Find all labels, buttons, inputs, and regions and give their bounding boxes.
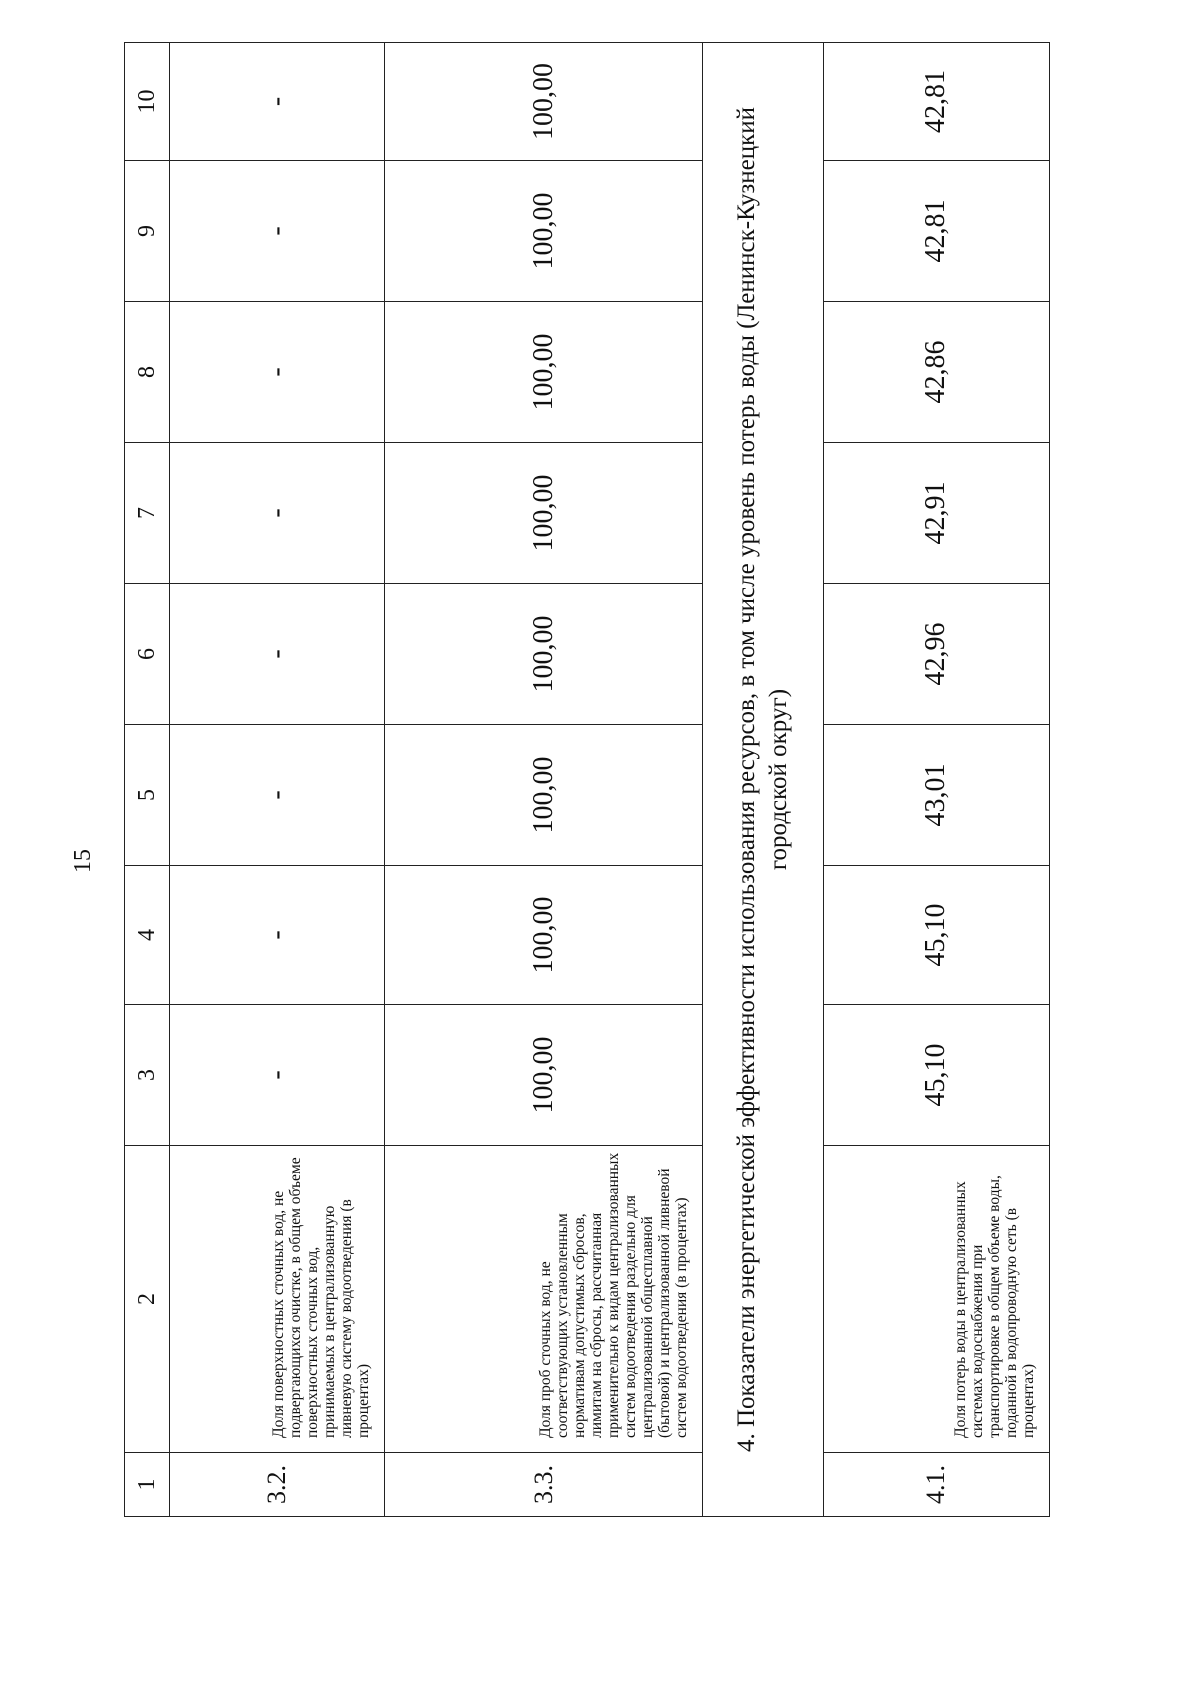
value-cell: -: [170, 161, 385, 302]
value-cell: -: [170, 443, 385, 584]
value-cell: 100,00: [384, 43, 702, 161]
value-cell: -: [170, 584, 385, 725]
value-cell: -: [170, 1005, 385, 1146]
header-cell: 10: [125, 43, 170, 161]
header-cell: 1: [125, 1453, 170, 1517]
value-cell: -: [170, 725, 385, 866]
header-cell: 6: [125, 584, 170, 725]
row-number: 3.3.: [384, 1453, 702, 1517]
row-number: 4.1.: [823, 1453, 1049, 1517]
value-cell: 45,10: [823, 1005, 1049, 1146]
row-description: Доля поверхностных сточных вод, не подвергающихся очистке, в общем объеме поверхностных сточных вод, принимаемых в централизованную ливневую систему водоотведения (в процентах): [170, 1146, 385, 1453]
indicators-table: [124, 42, 1050, 1517]
header-cell: 7: [125, 443, 170, 584]
value-cell: -: [170, 302, 385, 443]
value-cell: 45,10: [823, 866, 1049, 1005]
value-cell: 42,96: [823, 584, 1049, 725]
table-row: [823, 43, 1049, 1517]
value-cell: -: [170, 866, 385, 1005]
row-description: Доля проб сточных вод, не соответствующих установленным нормативам допустимых сбросов, лимитам на сбросы, рассчитанная применительно к видам централизованных систем водоотведения раздельно для централизованной общесплавной (бытовой) и централизованной ливневой систем водоотведения (в процентах): [384, 1146, 702, 1453]
value-cell: 100,00: [384, 584, 702, 725]
value-cell: 42,81: [823, 43, 1049, 161]
table-header-row: [125, 43, 170, 1517]
table-row: [170, 43, 385, 1517]
row-number: 3.2.: [170, 1453, 385, 1517]
value-cell: 100,00: [384, 302, 702, 443]
value-cell: 100,00: [384, 443, 702, 584]
header-cell: 2: [125, 1146, 170, 1453]
section-row: [703, 43, 823, 1517]
value-cell: 100,00: [384, 1005, 702, 1146]
header-cell: 4: [125, 866, 170, 1005]
header-cell: 8: [125, 302, 170, 443]
page-number: 15: [70, 849, 96, 873]
table-row: [384, 43, 702, 1517]
header-cell: 3: [125, 1005, 170, 1146]
value-cell: 42,91: [823, 443, 1049, 584]
value-cell: -: [170, 43, 385, 161]
row-description: Доля потерь воды в централизованных системах водоснабжения при транспортировке в общем объеме воды, поданной в водопроводную сеть (в процентах): [823, 1146, 1049, 1453]
value-cell: 100,00: [384, 866, 702, 1005]
value-cell: 42,81: [823, 161, 1049, 302]
header-cell: 9: [125, 161, 170, 302]
value-cell: 42,86: [823, 302, 1049, 443]
value-cell: 100,00: [384, 161, 702, 302]
header-cell: 5: [125, 725, 170, 866]
value-cell: 43,01: [823, 725, 1049, 866]
section-title: 4. Показатели энергетической эффективности использования ресурсов, в том числе уровень потерь воды (Ленинск-Кузнецкий городской округ): [703, 43, 823, 1517]
value-cell: 100,00: [384, 725, 702, 866]
